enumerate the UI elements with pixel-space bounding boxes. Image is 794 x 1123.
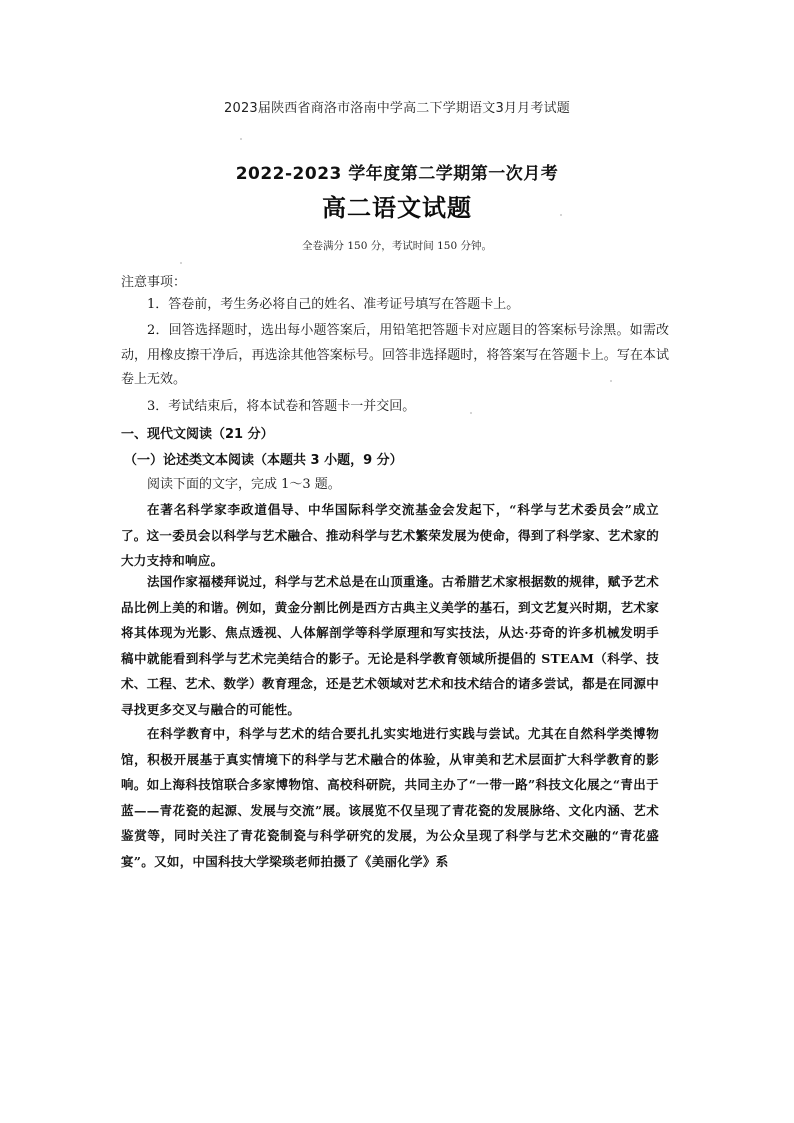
notice-item: 3．考试结束后，将本试卷和答题卡一并交回。: [147, 399, 416, 414]
scan-speck: [610, 380, 612, 382]
section-heading: 一、现代文阅读（21 分）: [121, 427, 274, 442]
exam-title: 2022-2023 学年度第二学期第一次月考: [235, 164, 559, 184]
subject-title: 高二语文试题: [322, 194, 472, 222]
notice-heading: 注意事项：: [121, 275, 187, 290]
reading-instruction: 阅读下面的文字，完成 1～3 题。: [147, 477, 341, 492]
passage-paragraph: 在科学教育中，科学与艺术的结合要扎扎实实地进行实践与尝试。尤其在自然科学类博物馆，积极开展基于真实情境下的科学与艺术融合的体验，从审美和艺术层面扩大科学教育的影响。如上海科技馆联合多家博物馆、高校科研院，共同主办了“一带一路”科技文化展之“青出于蓝——青花瓷的起源、发展与交流”展。该展览不仅呈现了青花瓷的发展脉络、文化内涵、艺术鉴赏等，同时关注了青花瓷制瓷与科学研究的发展，为公众呈现了科学与艺术交融的“青花盛宴”。又如，中国科技大学梁琰老师拍摄了《美丽化学》系: [121, 726, 659, 869]
score-note: 全卷满分 150 分，考试时间 150 分钟。: [302, 240, 492, 252]
scan-speck: [470, 412, 472, 414]
document-header-title: 2023届陕西省商洛市洛南中学高二下学期语文3月月考试题: [224, 101, 570, 116]
subsection-heading: （一）论述类文本阅读（本题共 3 小题，9 分）: [124, 453, 403, 468]
passage-paragraph: 在著名科学家李政道倡导、中华国际科学交流基金会发起下，“科学与艺术委员会”成立了。这一委员会以科学与艺术融合、推动科学与艺术繁荣发展为使命，得到了科学家、艺术家的大力支持和响应。: [121, 502, 659, 568]
scan-speck: [180, 262, 182, 264]
notice-item: 1．答卷前，考生务必将自己的姓名、准考证号填写在答题卡上。: [147, 297, 520, 312]
passage-paragraph: 法国作家福楼拜说过，科学与艺术总是在山顶重逢。古希腊艺术家根据数的规律，赋予艺术品比例上美的和谐。例如，黄金分割比例是西方古典主义美学的基石，到文艺复兴时期，艺术家将其体现为光影、焦点透视、人体解剖学等科学原理和写实技法，从达·芬奇的许多机械发明手稿中就能看到科学与艺术完美结合的影子。无论是科学教育领域所提倡的 STEAM（科学、技术、工程、艺术、数学）教育理念，还是艺术领域对艺术和技术结合的诸多尝试，都是在同源中寻找更多交叉与融合的可能性。: [121, 574, 660, 717]
scan-speck: [560, 214, 562, 216]
notice-item: 2．回答选择题时，选出每小题答案后，用铅笔把答题卡对应题目的答案标号涂黑。如需改动，用橡皮擦干净后，再选涂其他答案标号。回答非选择题时，将答案写在答题卡上。写在本试卷上无效。: [121, 323, 669, 387]
scan-speck: [240, 138, 242, 140]
